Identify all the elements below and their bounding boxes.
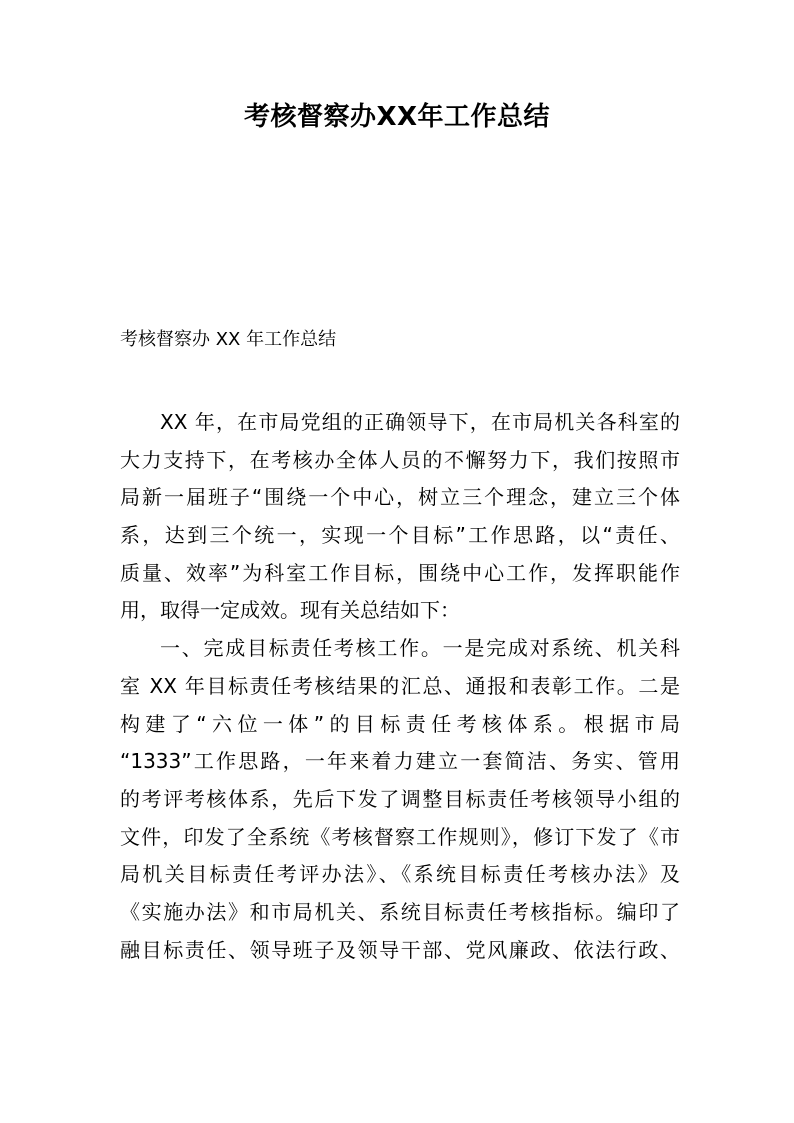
body-line-6: 用，取得一定成效。现有关总结如下：: [120, 598, 460, 623]
body-line-10: “1333”工作思路，一年来着力建立一套简洁、务实、管用: [120, 749, 680, 774]
body-line-12: 文件，印发了全系统《考核督察工作规则》，修订下发了《市: [120, 824, 680, 849]
body-line-11: 的考评考核体系，先后下发了调整目标责任考核领导小组的: [120, 786, 680, 811]
body-line-14: 《实施办法》和市局机关、系统目标责任考核指标。编印了: [120, 899, 680, 924]
body-line-8: 室 XX 年目标责任考核结果的汇总、通报和表彰工作。二是: [120, 673, 680, 698]
document-subtitle: 考核督察办 XX 年工作总结: [120, 329, 337, 350]
body-line-7: 一、完成目标责任考核工作。一是完成对系统、机关科: [160, 636, 680, 661]
body-line-2: 大力支持下，在考核办全体人员的不懈努力下，我们按照市: [120, 447, 680, 472]
document-body: [120, 404, 680, 969]
body-line-13: 局机关目标责任考评办法》、《系统目标责任考核办法》及: [120, 862, 680, 887]
body-line-3: 局新一届班子“围绕一个中心，树立三个理念，建立三个体: [120, 485, 680, 510]
body-line-5: 质量、效率”为科室工作目标，围绕中心工作，发挥职能作: [120, 560, 680, 585]
body-line-1: XX 年，在市局党组的正确领导下，在市局机关各科室的: [160, 410, 680, 434]
document-title: 考核督察办XX年工作总结: [243, 102, 551, 132]
body-line-15: 融目标责任、领导班子及领导干部、党风廉政、依法行政、: [120, 937, 680, 962]
body-line-4: 系，达到三个统一，实现一个目标”工作思路，以“责任、: [120, 523, 680, 548]
body-line-9: 构建了“六位一体”的目标责任考核体系。根据市局: [120, 711, 680, 736]
